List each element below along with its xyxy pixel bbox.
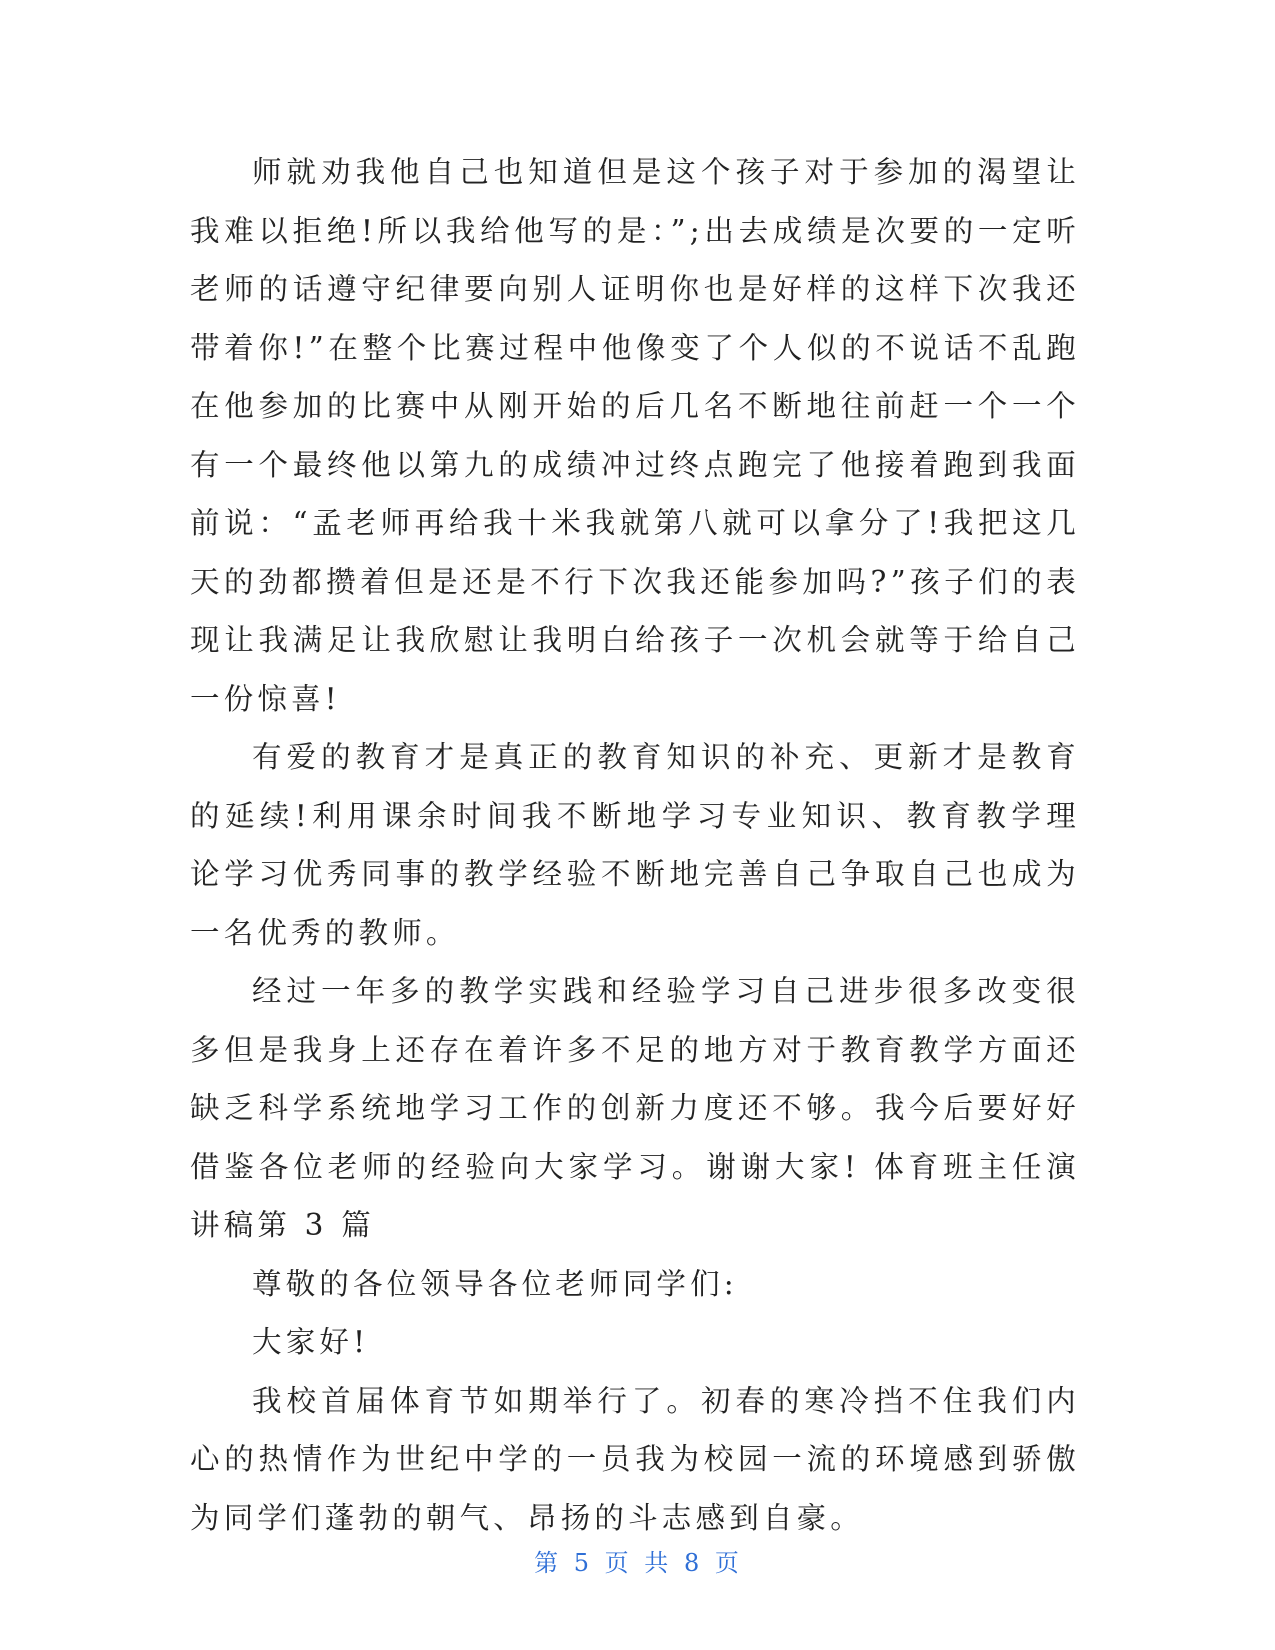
page-footer: 第 5 页 共 8 页 xyxy=(534,1549,741,1577)
paragraph-1: 师就劝我他自己也知道但是这个孩子对于参加的渴望让我难以拒绝!所以我给他写的是：”;出去成绩是次要的一定听老师的话遵守纪律要向别人证明你也是好样的这样下次我还带着你!”在整个比赛过程中他像变了个人似的不说话不乱跑在他参加的比赛中从刚开始的后几名不断地往前赶一个一个有一个最终他以第九的成绩冲过终点跑完了他接着跑到我面前说：“孟老师再给我十米我就第八就可以拿分了!我把这几天的劲都攒着但是还是不行下次我还能参加吗?”孩子们的表现让我满足让我欣慰让我明白给孩子一次机会就等于给自己一份惊喜! xyxy=(190,155,1080,716)
paragraph-4: 尊敬的各位领导各位老师同学们: xyxy=(252,1266,738,1301)
paragraph-3: 经过一年多的教学实践和经验学习自己进步很多改变很多但是我身上还存在着许多不足的地方对于教育教学方面还缺乏科学系统地学习工作的创新力度还不够。我今后要好好借鉴各位老师的经验向大家学习。谢谢大家! 体育班主任演讲稿第 3 篇 xyxy=(190,974,1080,1242)
paragraph-2: 有爱的教育才是真正的教育知识的补充、更新才是教育的延续!利用课余时间我不断地学习专业知识、教育教学理论学习优秀同事的教学经验不断地完善自己争取自己也成为一名优秀的教师。 xyxy=(190,740,1080,950)
paragraph-6: 我校首届体育节如期举行了。初春的寒冷挡不住我们内心的热情作为世纪中学的一员我为校园一流的环境感到骄傲为同学们蓬勃的朝气、昂扬的斗志感到自豪。 xyxy=(190,1383,1080,1535)
paragraph-5: 大家好! xyxy=(252,1325,370,1359)
document-body xyxy=(190,143,1080,1547)
